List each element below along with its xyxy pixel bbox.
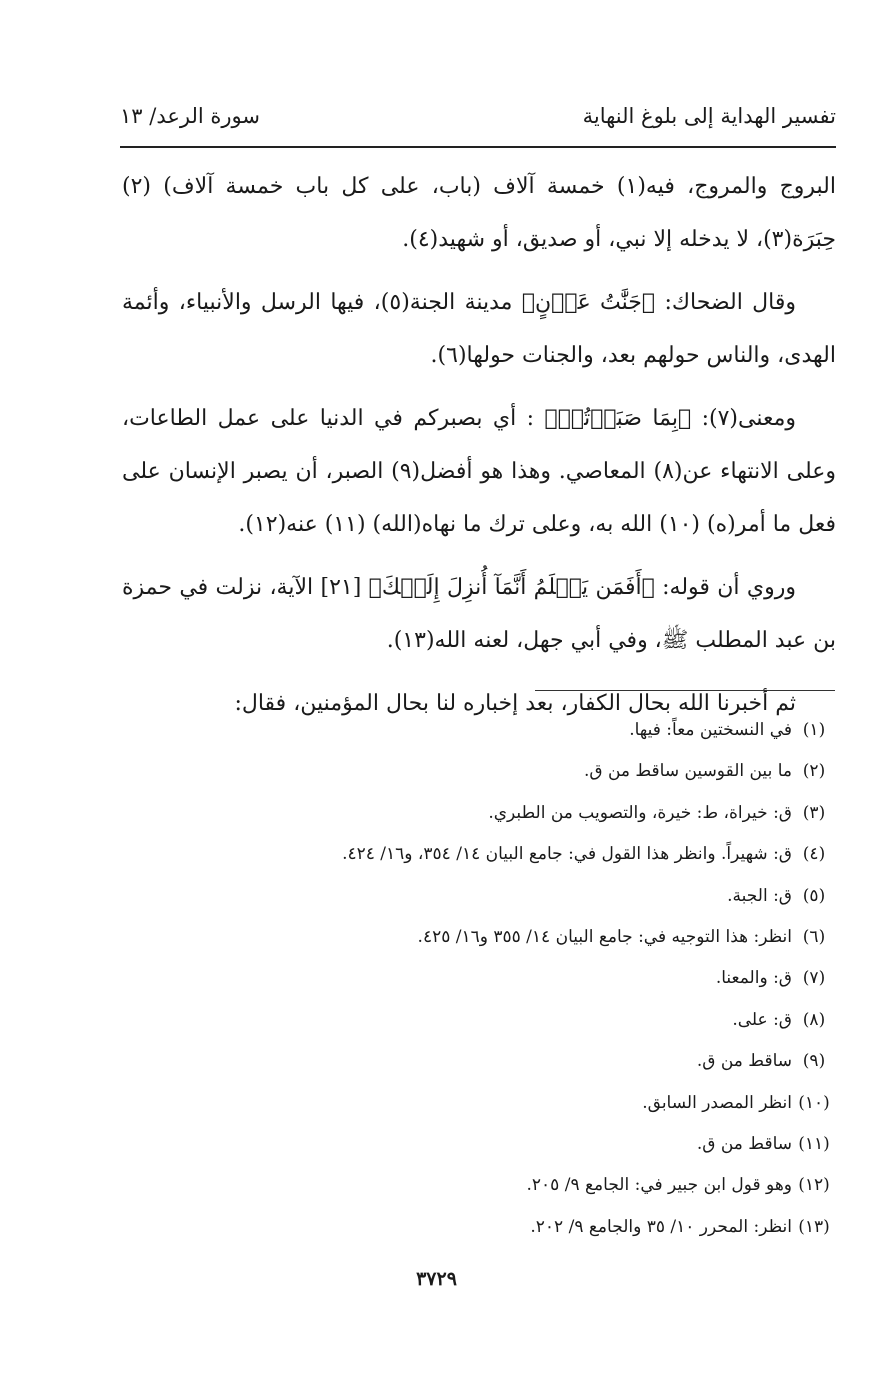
book-title: تفسير الهداية إلى بلوغ النهاية [582,104,836,128]
footnote-item [200,1165,836,1206]
footnote-number: (٩) [802,1051,826,1072]
footnote-item [200,1207,836,1248]
footnote-item [200,1041,836,1082]
page-number: ٣٧٢٩ [416,1268,457,1290]
footnote-number: (١٣) [798,1216,830,1237]
footnote-number: (٤) [802,844,826,865]
footnote-text: ساقط من ق. [696,1051,792,1072]
footnote-number: (٣) [802,802,826,823]
footnote-text: ق: شهيراً. وانظر هذا القول في: جامع البيان ١٤/ ٣٥٤، و١٦/ ٤٢٤. [342,844,792,865]
footnote-text: ق: الجبة. [727,885,792,906]
footnote-item [200,917,836,958]
footnote-number: (٥) [802,885,826,906]
footnote-text: انظر: المحرر ١٠/ ٣٥ والجامع ٩/ ٢٠٢. [530,1216,792,1237]
footnote-item [200,1083,836,1124]
footnote-text: انظر المصدر السابق. [642,1092,792,1113]
paragraph: وروي أن قوله: ﴿أَفَمَن يَعۡلَمُ أَنَّمَآ أُنزِلَ إِلَيۡكَ﴾ [٢١] الآية، نزلت في حمزة بن عبد المطلب ﷺ، وفي أبي جهل، لعنه الله(١٣). [122,575,836,653]
footnote-item [200,876,836,917]
footnote-text: ق: على. [732,1009,792,1030]
footnote-text: وهو قول ابن جبير في: الجامع ٩/ ٢٠٥. [526,1175,792,1196]
footnotes-list [200,710,836,1248]
footnote-item [200,751,836,792]
footnote-text: ما بين القوسين ساقط من ق. [583,761,792,782]
footnote-number: (١) [802,720,826,740]
footnote-item [200,1000,836,1041]
footnote-number: (١١) [798,1133,830,1154]
footnote-text: انظر: هذا التوجيه في: جامع البيان ١٤/ ٣٥٥ و١٦/ ٤٢٥. [417,926,792,947]
footnote-text: ساقط من ق. [696,1133,792,1154]
footnote-item [200,834,836,875]
paragraph: ثم أخبرنا الله بحال الكفار، بعد إخباره لنا بحال المؤمنين، فقال: [234,691,796,716]
footnote-item [200,1124,836,1165]
footnote-text: ق: خيراة، ط: خيرة، والتصويب من الطبري. [488,802,792,823]
footnote-text: في النسختين معاً: فيها. [629,720,792,740]
footnote-text: ق: والمعنا. [715,968,792,989]
main-text [122,160,836,740]
paragraph: وقال الضحاك: ﴿جَنَّٰتُ عَدۡنٍ﴾ مدينة الجنة(٥)، فيها الرسل والأنبياء، وأئمة الهدى، والناس حولهم بعد، والجنات حولها(٦). [122,290,836,368]
running-header [120,100,836,140]
header-divider [120,146,836,148]
footnote-divider [535,690,835,691]
paragraph: ومعنى(٧): ﴿بِمَا صَبَرۡتُمۡ﴾ : أي بصبركم في الدنيا على عمل الطاعات، وعلى الانتهاء عن(٨) المعاصي. وهذا هو أفضل(٩) الصبر، أن يصبر الإنسان على فعل ما أمر(ه) (١٠) الله به، وعلى ترك ما نهاه(الله) (١١) عنه(١٢). [122,406,836,537]
footnote-item [200,710,836,751]
footnote-number: (١٢) [798,1175,830,1196]
footnote-number: (١٠) [798,1092,830,1113]
footnote-item [200,958,836,999]
footnote-item [200,793,836,834]
surah-label: سورة الرعد/ ١٣ [120,104,260,128]
footnote-number: (٢) [802,761,826,782]
footnote-number: (٦) [802,926,826,947]
footnote-number: (٧) [802,968,826,989]
footnote-number: (٨) [802,1009,826,1030]
paragraph: البروج والمروج، فيه(١) خمسة آلاف (باب، على كل باب خمسة آلاف) (٢) حِبَرَة(٣)، لا يدخله إلا نبي، أو صديق، أو شهيد(٤). [122,174,836,252]
